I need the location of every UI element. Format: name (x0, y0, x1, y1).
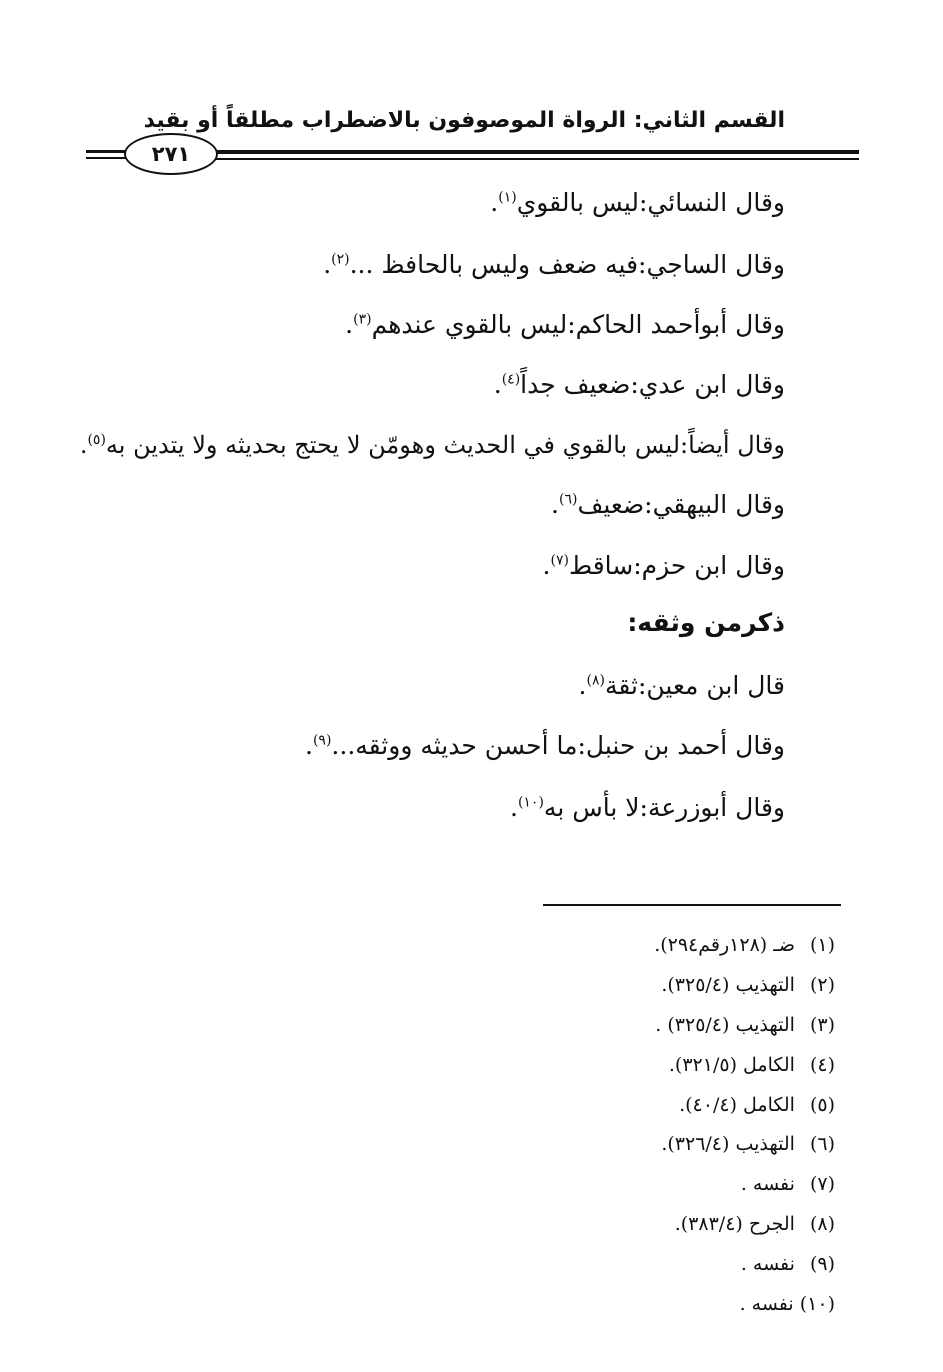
footnote-text: التهذيب (٣٢٦/٤). (661, 1133, 795, 1155)
footnote-ref: (٣) (353, 311, 372, 328)
footnote-text: التهذيب (٣٢٥/٤) . (655, 1014, 795, 1036)
footnote (661, 972, 835, 998)
footnote-ref: (١) (498, 189, 517, 206)
body-line: قال ابن معين:ثقة$^{(٨)}$. (578, 671, 785, 700)
footnote-text: الجرح (٣٨٣/٤). (674, 1213, 795, 1235)
footnote-number: (٩) (809, 1253, 835, 1275)
footnote (740, 1291, 835, 1317)
footnote-number: (٥) (809, 1094, 835, 1116)
footnote-ref: (٢) (331, 251, 350, 268)
body-line: وقال ابن حزم:ساقط$^{(٧)}$. (542, 551, 785, 580)
footnote-number: (٨) (809, 1213, 835, 1235)
footnote-ref: (٨) (586, 672, 605, 689)
body-line: وقال الساجي:فيه ضعف وليس بالحافظ ...$^{(٢)}$. (323, 250, 785, 279)
header-rule-thin (210, 158, 859, 160)
footnote-text: ضـ (١٢٨رقم٢٩٤). (654, 934, 795, 956)
body-line: وقال أحمد بن حنبل:ما أحسن حديثه ووثقه...$^{(٩)}$. (305, 731, 785, 760)
footnote-number: (١) (809, 934, 835, 956)
footnote-ref: (٩) (312, 732, 332, 749)
footnote-number: (٧) (809, 1173, 835, 1195)
footnote-ref: (٤) (501, 371, 521, 388)
footnote-text: التهذيب (٣٢٥/٤). (661, 974, 795, 996)
footnote-text: نفسه . (740, 1253, 795, 1275)
footnote (675, 1211, 835, 1237)
body-line: وقال البيهقي:ضعيف$^{(٦)}$. (551, 490, 785, 519)
footnote (669, 1052, 835, 1078)
footnote (655, 1012, 835, 1038)
body-line: وقال أبوأحمد الحاكم:ليس بالقوي عندهم$^{(٣)}$. (345, 310, 785, 339)
footnote-number: (٤) (809, 1054, 835, 1076)
footnote (679, 1092, 835, 1118)
page-number-oval (124, 133, 218, 175)
page-number: ٢٧١ (151, 142, 191, 166)
header-rule-left-lower (86, 157, 126, 159)
footnote (661, 1131, 835, 1157)
body-line: وقال أبوزرعة:لا بأس به$^{(١٠)}$. (509, 793, 785, 822)
footnote-text: الكامل (٣٢١/٥). (668, 1054, 795, 1076)
body-line: وقال النسائي:ليس بالقوي$^{(١)}$. (490, 188, 785, 217)
footnote (741, 1251, 835, 1277)
footnote (741, 1171, 835, 1197)
section-heading: ذكرمن وثقه: (627, 608, 785, 637)
footnote-separator (543, 904, 841, 906)
footnote-text: الكامل (٤٠/٤). (679, 1094, 795, 1116)
running-header: القسم الثاني: الرواة الموصوفون بالاضطراب مطلقاً أو بقيد (143, 108, 785, 133)
footnote-ref: (٥) (87, 432, 106, 448)
footnote-number: (١٠) (799, 1293, 835, 1315)
footnote-ref: (٦) (558, 491, 578, 508)
header-rule-left (86, 150, 126, 153)
footnote-ref: (٧) (550, 552, 569, 569)
footnote-number: (٢) (809, 974, 835, 996)
footnote-number: (٦) (809, 1133, 835, 1155)
header-rule-thick (210, 150, 859, 154)
footnote-text: نفسه . (739, 1293, 794, 1315)
footnote (654, 932, 835, 958)
footnote-number: (٣) (809, 1014, 835, 1036)
body-line: وقال أيضاً:ليس بالقوي في الحديث وهومّن لا يحتج بحديثه ولا يتدين به$^{(٥)}$. (79, 431, 785, 459)
footnote-text: نفسه . (740, 1173, 795, 1195)
footnote-ref: (١٠) (517, 794, 544, 811)
body-line: وقال ابن عدي:ضعيف جداً$^{(٤)}$. (493, 370, 785, 399)
